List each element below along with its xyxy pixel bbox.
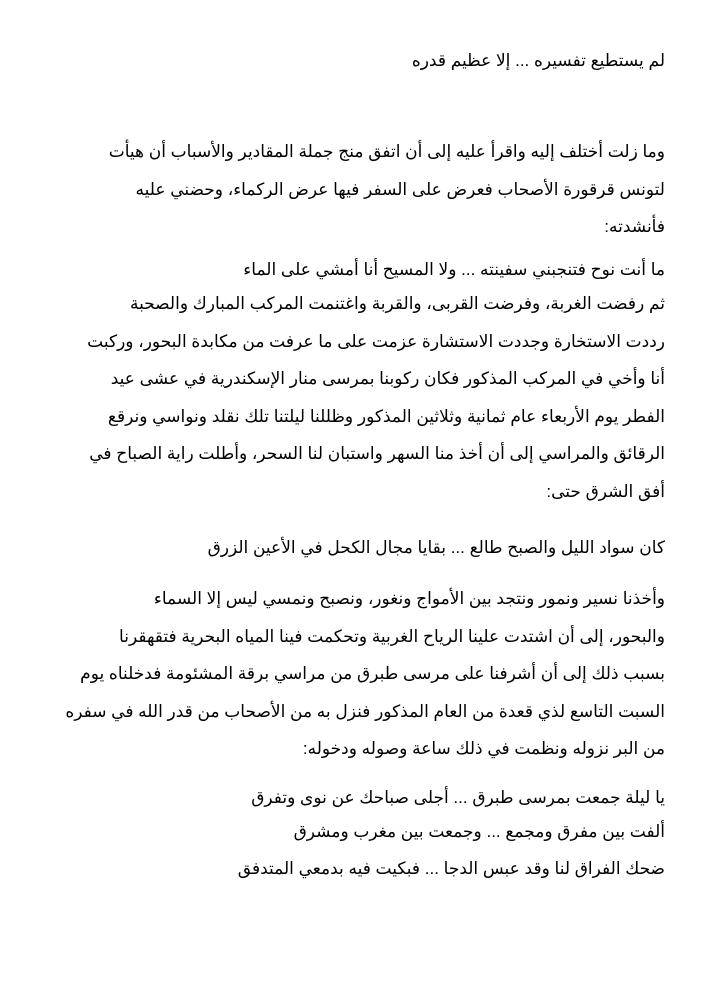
paragraph-3-line: والبحور، إلى أن اشتدت علينا الرياح الغربية وتحكمت فينا المياه البحرية فتقهقرنا	[119, 626, 665, 646]
verse-final-1: يا ليلة جمعت بمرسى طبرق ... أجلى صباحك عن نوى وتفرق	[251, 788, 665, 807]
paragraph-2	[50, 285, 665, 510]
paragraph-2-line: رددت الاستخارة وجددت الاستشارة عزمت على ما عرفت من مكابدة البحور، وركبت	[87, 331, 665, 351]
paragraph-2-line: الفطر يوم الأربعاء عام ثمانية وثلاثين المذكور وظللنا ليلتنا تلك نقلد ونواسي ونرقع	[107, 406, 665, 426]
paragraph-3-line: من البر نزوله ونظمت في ذلك ساعة وصوله ودخوله:	[302, 739, 665, 758]
paragraph-1-line: لتونس قرقورة الأصحاب فعرض على السفر فيها عرض الركماء، وحضني عليه	[135, 179, 665, 199]
verse-1: ما أنت نوح فتنجبني سفينته ... ولا المسيح أنا أمشي على الماء	[243, 260, 665, 279]
paragraph-1-line: فأنشدته:	[604, 217, 665, 236]
paragraph-3	[50, 580, 665, 768]
verse-final-2: ألفت بين مفرق ومجمع ... وجمعت بين مغرب ومشرق	[293, 822, 665, 841]
paragraph-3-line: وأخذنا نسير ونمور ونتجد بين الأمواج ونغور، ونصبح ونمسي ليس إلا السماء	[153, 589, 665, 608]
paragraph-3-line: بسبب ذلك إلى أن أشرفنا على مرسى طبرق من مراسي برقة المشئومة فدخلناه يوم	[80, 664, 665, 683]
verse-final-3: ضحك الفراق لنا وقد عبس الدجا ... فبكيت فيه بدمعي المتدفق	[237, 859, 665, 878]
paragraph-1-line: وما زلت أختلف إليه واقرأ عليه إلى أن اتفق منج جملة المقادير والأسباب أن هيأت	[108, 142, 665, 161]
verse-top: لم يستطيع تفسيره ... إلا عظيم قدره	[411, 51, 665, 70]
paragraph-2-line: أنا وأخي في المركب المذكور فكان ركوبنا بمرسى منار الإسكندرية في عشى عيد	[110, 369, 665, 388]
paragraph-2-line: أفق الشرق حتى:	[546, 481, 665, 501]
paragraph-2-line: ثم رفضت الغربة، وفرضت القربى، والقربة واغتنمت المركب المبارك والصحبة	[129, 294, 665, 313]
paragraph-3-line: السبت التاسع لذي قعدة من العام المذكور فنزل به من الأصحاب من قدر الله في سفره	[65, 701, 665, 721]
paragraph-2-line: الرقائق والمراسي إلى أن أخذ منا السهر واستبان لنا السحر، وأطلت راية الصباح في	[89, 444, 665, 463]
document-page	[50, 0, 665, 1000]
verse-2: كان سواد الليل والصبح طالع ... بقايا مجال الكحل في الأعين الزرق	[207, 538, 665, 557]
paragraph-1	[50, 133, 665, 246]
